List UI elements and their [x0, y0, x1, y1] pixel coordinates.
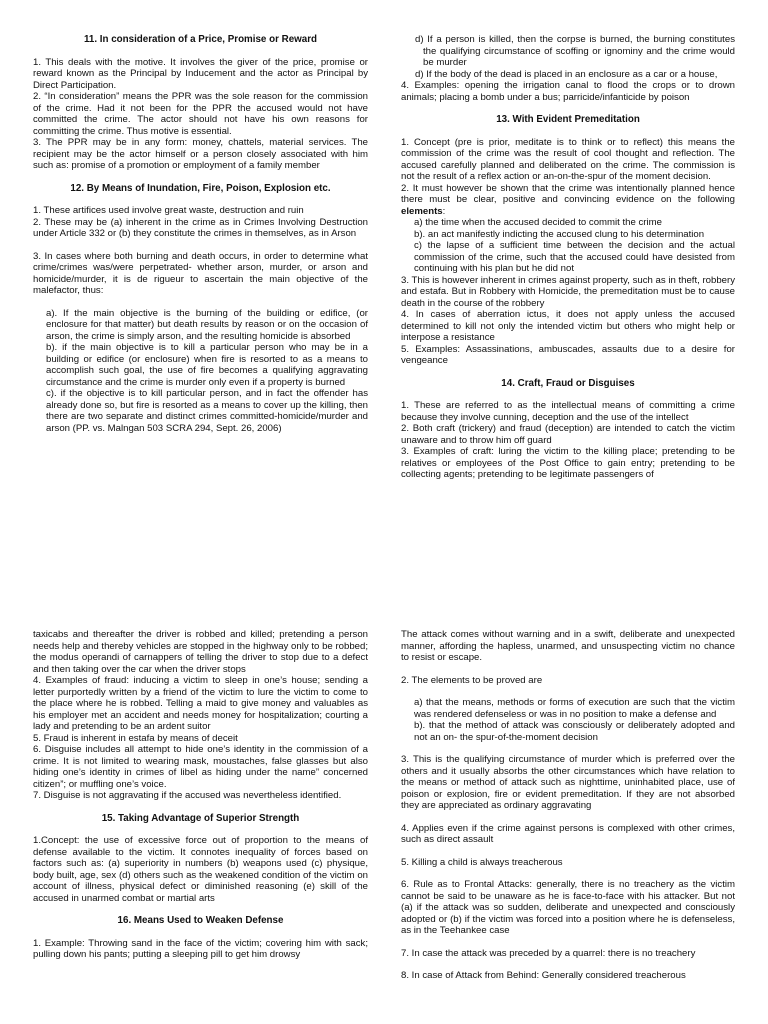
- top-right-column: [401, 34, 735, 481]
- paragraph-5: 5. Killing a child is always treacherous: [401, 856, 563, 868]
- paragraph-12-b: b). if the main objective is to kill a particular person who may be in a building or edifice (or enclosure) when fire is resorted to as a means to accomplish such goal, the use of fire becomes a qualifying aggravating circumstance and the crime is murder only even if a property is burned: [46, 342, 368, 388]
- paragraph-15-1: 1.Concept: the use of excessive force out of proportion to the means of defense available to the victim. It connotes inequality of forces based on factors such as: (a) superiority in numbers (b) weapons used (c) physique, body built, age, sex (d) others such as the weakened condition of the victim on account of illness, physical defect or diminished reasoning (e) skill of the accused in unarmed combat or martial arts: [33, 835, 368, 904]
- paragraph-13-4: 4. In cases of aberration ictus, it does not apply unless the accused determined to kill not only the intended victim but others who might help or interpose a resistance: [401, 309, 735, 343]
- heading-13: 13. With Evident Premeditation: [496, 114, 640, 125]
- paragraph-14-1: 1. These are referred to as the intellectual means of committing a crime because they involve cunning, deception and the use of the intellect: [401, 400, 735, 423]
- heading-11: 11. In consideration of a Price, Promise or Reward: [83, 34, 318, 45]
- paragraph-14-5: 5. Fraud is inherent in estafa by means of deceit: [33, 732, 238, 744]
- paragraph-12-1: 1. These artifices used involve great waste, destruction and ruin: [33, 205, 304, 216]
- paragraph-11-1: 1. This deals with the motive. It involves the giver of the price, promise or reward known as the Principal by Inducement and the actor as Principal by Direct Participation.: [33, 56, 368, 91]
- paragraph-12-c: c). if the objective is to kill particular person, and in fact the offender has already done so, but fire is resorted as a means to cover up the killing, then there are two separate and distinct crimes committed-homicide/murder and arson (PP. vs. Malngan 503 SCRA 294, Sept. 26, 2006): [46, 388, 368, 434]
- paragraph-attack: The attack comes without warning and in a swift, deliberate and unexpected manner, affording the hapless, unarmed, and unsuspecting victim no chance to resist or escape.: [401, 629, 735, 663]
- paragraph-13-b: b). an act manifestly indicting the accused clung to his determination: [414, 228, 705, 240]
- paragraph-elements-a: a) that the means, methods or forms of execution are such that the victim was rendered defenseless or was in no position to make a defense and: [414, 697, 735, 720]
- paragraph-13-2-colon: :: [442, 205, 446, 217]
- paragraph-13-c: c) the lapse of a sufficient time between the decision and the actual commission of the crime, such that the accused could have desisted from continuing with his plan but he did not: [414, 240, 735, 274]
- paragraph-14-7: 7. Disguise is not aggravating if the accused was nevertheless identified.: [33, 790, 342, 801]
- heading-15: 15. Taking Advantage of Superior Strength: [101, 812, 300, 824]
- paragraph-4: 4. Applies even if the crime against persons is complexed with other crimes, such as direct assault: [401, 822, 735, 845]
- bottom-left-column: [33, 629, 368, 961]
- heading-16: 16. Means Used to Weaken Defense: [117, 915, 284, 926]
- paragraph-d1: d) If a person is killed, then the corpse is burned, the burning constitutes the qualifying circumstance of scoffing or ignominy and the crime would be murder: [415, 34, 735, 68]
- paragraph-continued: taxicabs and thereafter the driver is robbed and killed; pretending a person needs help and thereby vehicles are stopped in the highway only to be robbed; the modus operandi of carnappers of telling the driver to stop due to a defect and then taking over the car when the driver stops: [33, 629, 368, 675]
- paragraph-13-1: 1. Concept (pre is prior, meditate is to think or to reflect) this means the commission of the crime was the result of cool thought and reflection. The accused carefully planned and deliberated on the crime. The commission is not the result of a reflex action or an-on-the-spur of the moment decision.: [401, 136, 735, 182]
- paragraph-d2: d) If the body of the dead is placed in an enclosure as a car or a house,: [415, 68, 718, 80]
- heading-14: 14. Craft, Fraud or Disguises: [501, 377, 635, 389]
- paragraph-13-3: 3. This is however inherent in crimes against property, such as in theft, robbery and estafa. But in Robbery with Homicide, the premeditation must be to cause death in the course of the robbery: [401, 274, 735, 309]
- paragraph-13-a: a) the time when the accused decided to commit the crime: [414, 217, 662, 228]
- paragraph-13-2-text: 2. It must however be shown that the crime was intentionally planned hence there must be clear, positive and convincing evidence on the following: [401, 182, 735, 205]
- top-left-column: [33, 34, 368, 434]
- paragraph-11-3: 3. The PPR may be in any form: money, chattels, material services. The recipient may be the actor himself or a person closely associated with him such as: promise of a promotion or employment of a family member: [33, 137, 368, 171]
- paragraph-16-1: 1. Example: Throwing sand in the face of the victim; covering him with sack; pulling down his pants; putting a sleeping pill to get him drowsy: [33, 937, 368, 960]
- paragraph-12-a: a). If the main objective is the burning of the building or edifice, (or enclosure for that matter) but death results by reason or on the occasion of arson, the crime is simply arson, and the resulting homicide is absorbed: [46, 307, 368, 342]
- paragraph-14-2: 2. Both craft (trickery) and fraud (deception) are intended to catch the victim unaware and to throw him off guard: [401, 423, 735, 446]
- paragraph-elements-b: b). that the method of attack was consciously or deliberately adopted and not an on- the spur-of-the-moment decision: [414, 720, 735, 743]
- paragraph-8: 8. In case of Attack from Behind: Generally considered treacherous: [401, 970, 686, 981]
- heading-12: 12. By Means of Inundation, Fire, Poison, Explosion etc.: [70, 182, 331, 194]
- paragraph-11-2: 2. “In consideration” means the PPR was the sole reason for the commission of the crime. Had it not been for the PPR the accused would not have committed the crime. The actor should not have his own reasons for committing the crime. Thus motive is essential.: [33, 91, 368, 137]
- paragraph-7: 7. In case the attack was preceded by a quarrel: there is no treachery: [401, 947, 696, 959]
- bottom-right-column: [401, 629, 735, 1024]
- paragraph-elements: 2. The elements to be proved are: [401, 674, 543, 686]
- paragraph-12-3: 3. In cases where both burning and death occurs, in order to determine what crime/crimes was/were perpetrated- whether arson, murder, or arson and homicide/murder, it is de rigueur to ascertain the main objective of the malefactor, thus:: [33, 250, 368, 296]
- paragraph-14-3: 3. Examples of craft: luring the victim to the killing place; pretending to be relatives or employees of the Post Office to gain entry; pretending to be collecting agents; pretending to be legitimate passengers of: [401, 446, 735, 480]
- paragraph-13-2: [401, 183, 735, 218]
- paragraph-examples-4: 4. Examples: opening the irrigation canal to flood the crops or to drown animals; placing a bomb under a bus; parricide/infanticide by poison: [401, 80, 735, 103]
- paragraph-13-5: 5. Examples: Assassinations, ambuscades, assaults due to a desire for vengeance: [401, 343, 735, 366]
- paragraph-14-4: 4. Examples of fraud: inducing a victim to sleep in one’s house; sending a letter purportedly written by a friend of the victim to lure the victim to come to the place where he is robbed. Telling a maid to give money and valuables as his employer met an accident and needs money for hospitalization; courting a lady and pretending to be an ardent suitor: [33, 675, 368, 732]
- paragraph-12-2: 2. These may be (a) inherent in the crime as in Crimes Involving Destruction under Article 332 or (b) they constitute the crimes in themselves, as in Arson: [33, 216, 368, 239]
- paragraph-6: 6. Rule as to Frontal Attacks: generally, there is no treachery as the victim cannot be said to be unaware as he is face-to-face with his attacker. But not (a) if the attack was so sudden, deliberate and unexpected and consciously adopted or (b) if the victim was forced into a position where he is defenseless, as in the Teehankee case: [401, 879, 735, 936]
- elements-term: elements: [401, 205, 443, 217]
- paragraph-14-6: 6. Disguise includes all attempt to hide one’s identity in the commission of a crime. It is not limited to wearing mask, moustaches, false glasses but also hiding one’s identity in crimes of libel as hiding under the name” concerned citizen”; or muffling one’s voice.: [33, 744, 368, 790]
- paragraph-3: 3. This is the qualifying circumstance of murder which is preferred over the others and it usually absorbs the other circumstances which have relation to the means or method of attack such as nighttime, uninhabited place, use of poison or explosion, fire or evident premeditation. If they are not absorbed they are appreciated as ordinary aggravating: [401, 754, 735, 811]
